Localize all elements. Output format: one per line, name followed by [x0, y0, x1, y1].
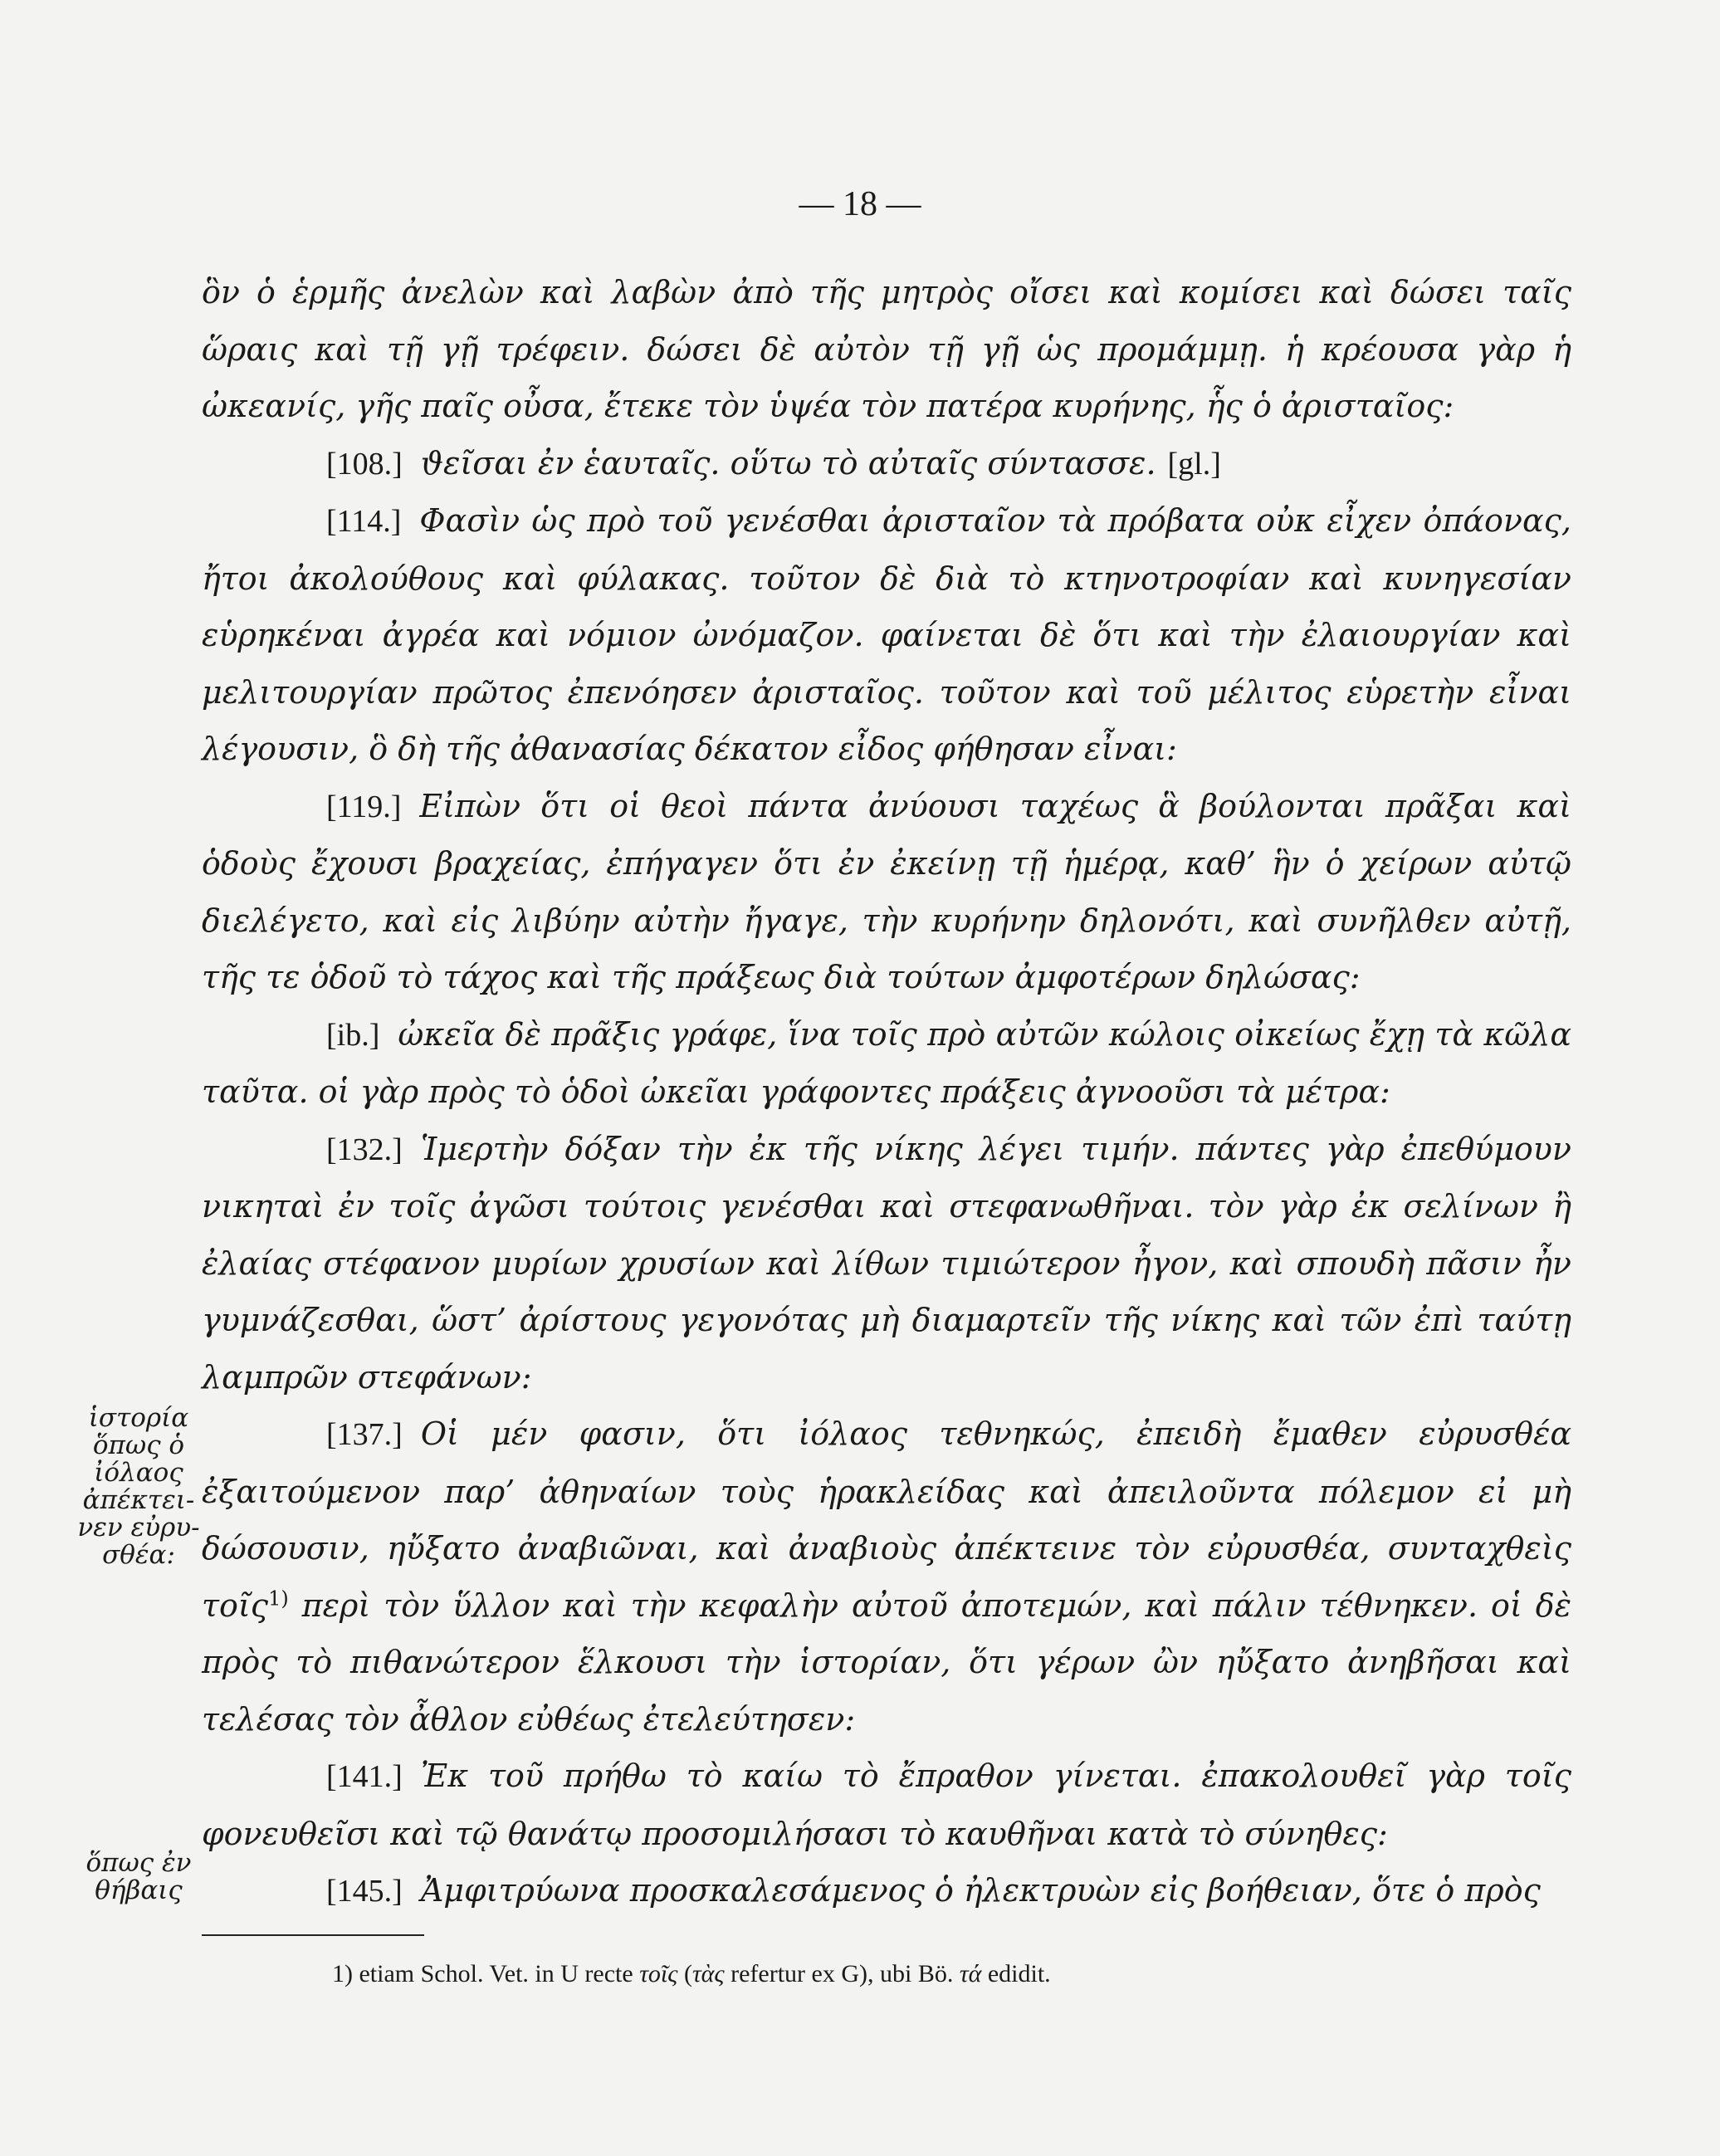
margin-note-line: ὅπως ὁ [92, 1430, 185, 1460]
paragraph-114 [202, 492, 1571, 778]
margin-note-iolaos [76, 1405, 201, 1569]
paragraph-text: ὠκεῖα δὲ πρᾶξις γράφε, ἵνα τοῖς πρὸ αὐτῶν κώλοις οἰκείως ἔχῃ τὰ κῶλα ταῦτα. οἱ γὰρ πρὸς τὸ ὁδοὶ ὠκεῖαι γράφοντες πράξεις ἀγνοοῦσι τὰ μέτρα: [202, 1015, 1571, 1110]
margin-note-line: θήβαις [95, 1875, 183, 1905]
footnote-greek: τὰς [691, 1960, 725, 1987]
paragraph-text: Ἱμερτὴν δόξαν τὴν ἐκ τῆς νίκης λέγει τιμήν. πάντες γὰρ ἐπεθύμουν νικηταὶ ἐν τοῖς ἀγῶσι τούτοις γενέσθαι καὶ στεφανωθῆναι. τὸν γὰρ ἐκ σελίνων ἢ ἐλαίας στέφανον μυρίων χρυσίων καὶ λίθων τιμιώτερον ἦγον, καὶ σπουδὴ πᾶσιν ἦν γυμνάζεσθαι, ὥστ’ ἀρίστους γεγονότας μὴ διαμαρτεῖν τῆς νίκης καὶ τῶν ἐπὶ ταύτῃ λαμπρῶν στεφάνων: [202, 1130, 1571, 1396]
paragraph-ref: [114.] [326, 504, 402, 539]
footnote-text: refertur ex G), ubi Bö. [731, 1960, 954, 1987]
footnote-marker[interactable]: 1) [268, 1586, 289, 1610]
margin-note-line: σθέα: [102, 1540, 175, 1570]
paragraph-text-continued: περὶ τὸν ὕλλον καὶ τὴν κεφαλὴν αὐτοῦ ἀποτεμών, καὶ πάλιν τέθνηκεν. οἱ δὲ πρὸς τὸ πιθανώτερον ἕλκουσι τὴν ἱστορίαν, ὅτι γέρων ὢν ηὔξατο ἀνηβῆσαι καὶ τελέσας τὸν ἆθλον εὐθέως ἐτελεύτησεν: [202, 1586, 1571, 1738]
footnote-text: ( [683, 1960, 692, 1987]
footnote-divider [202, 1934, 424, 1936]
paragraph-119 [202, 778, 1571, 1006]
footnote-greek: τοῖς [639, 1960, 678, 1987]
margin-note-line: ἀπέκτει- [82, 1485, 195, 1515]
paragraph-132 [202, 1121, 1571, 1406]
footnote-text: 1) etiam Schol. Vet. in U recte [332, 1960, 633, 1987]
gloss-marker: [gl.] [1167, 446, 1221, 482]
footnote [332, 1958, 1536, 1991]
paragraph-ref: [108.] [326, 446, 403, 482]
paragraph-137 [202, 1406, 1571, 1748]
paragraph-ref: [141.] [326, 1759, 403, 1794]
paragraph-text: Εἰπὼν ὅτι οἱ θεοὶ πάντα ἀνύουσι ταχέως ἃ βούλονται πρᾶξαι καὶ ὁδοὺς ἔχουσι βραχείας, ἐπήγαγεν ὅτι ἐν ἐκείνῃ τῇ ἡμέρᾳ, καθ’ ἣν ὁ χείρων αὐτῷ διελέγετο, καὶ εἰς λιβύην αὐτὴν ἤγαγε, τὴν κυρήνην δηλονότι, καὶ συνῆλθεν αὐτῇ, τῆς τε ὁδοῦ τὸ τάχος καὶ τῆς πράξεως διὰ τούτων ἀμφοτέρων δηλώσας: [202, 787, 1571, 995]
paragraph-text: Φασὶν ὡς πρὸ τοῦ γενέσθαι ἀρισταῖον τὰ πρόβατα οὐκ εἶχεν ὀπάονας, ἤτοι ἀκολούθους καὶ φύλακας. τοῦτον δὲ διὰ τὸ κτηνοτροφίαν καὶ κυνηγεσίαν εὑρηκέναι ἀγρέα καὶ νόμιον ὠνόμαζον. φαίνεται δὲ ὅτι καὶ τὴν ἐλαιουργίαν καὶ μελιτουργίαν πρῶτος ἐπενόησεν ἀρισταῖος. τοῦτον καὶ τοῦ μέλιτος εὑρετὴν εἶναι λέγουσιν, ὃ δὴ τῆς ἀθανασίας δέκατον εἶδος φήθησαν εἶναι: [202, 502, 1571, 767]
paragraph-ref: [137.] [326, 1417, 403, 1452]
footnote-greek: τά [959, 1960, 982, 1987]
paragraph-text: Ἐκ τοῦ πρήθω τὸ καίω τὸ ἔπραθον γίνεται. ἐπακολουθεῖ γὰρ τοῖς φονευθεῖσι καὶ τῷ θανάτῳ προσομιλήσασι τὸ καυθῆναι κατὰ τὸ σύνηθες: [202, 1758, 1571, 1852]
paragraph-ib [202, 1006, 1571, 1121]
paragraph-ref: [132.] [326, 1132, 403, 1167]
main-text [202, 264, 1571, 1920]
margin-note-line: νεν εὐρυ- [77, 1513, 200, 1542]
margin-note-line: ἰόλαος [94, 1458, 183, 1488]
paragraph-ref: [145.] [326, 1874, 403, 1909]
margin-note-thebes [76, 1850, 201, 1904]
paragraph-text: Ἀμφιτρύωνα προσκαλεσάμενος ὁ ἠλεκτρυὼν εἰς βοήθειαν, ὅτε ὁ πρὸς [420, 1872, 1541, 1909]
paragraph-ref: [ib.] [326, 1017, 380, 1053]
page-number: — 18 — [799, 185, 921, 223]
intro-paragraph: ὃν ὁ ἑρμῆς ἀνελὼν καὶ λαβὼν ἀπὸ τῆς μητρὸς οἴσει καὶ κομίσει καὶ δώσει ταῖς ὥραις καὶ τῇ γῇ τρέφειν. δώσει δὲ αὐτὸν τῇ γῇ ὡς προμάμμῃ. ἡ κρέουσα γὰρ ἡ ὠκεανίς, γῆς παῖς οὖσα, ἔτεκε τὸν ὑψέα τὸν πατέρα κυρήνης, ἧς ὁ ἀρισταῖος: [202, 274, 1571, 424]
paragraph-108 [202, 435, 1571, 493]
paragraph-ref: [119.] [326, 789, 402, 824]
paragraph-text: ϑεῖσαι ἐν ἑαυταῖς. οὕτω τὸ αὐταῖς σύντασσε. [420, 444, 1156, 482]
footnote-text: edidit. [987, 1960, 1051, 1987]
paragraph-141 [202, 1748, 1571, 1862]
paragraph-145 [202, 1862, 1571, 1920]
margin-note-line: ἱστορία [88, 1403, 189, 1433]
margin-note-line: ὅπως ἐν [86, 1848, 192, 1878]
paragraph-text: Οἱ μέν φασιν, ὅτι ἰόλαος τεθνηκώς, ἐπειδὴ ἔμαθεν εὐρυσθέα ἐξαιτούμενον παρ’ ἀθηναίων τοὺς ἡρακλείδας καὶ ἀπειλοῦντα πόλεμον εἰ μὴ δώσουσιν, ηὔξατο ἀναβιῶναι, καὶ ἀναβιοὺς ἀπέκτεινε τὸν εὐρυσθέα, συνταχθεὶς τοῖς [202, 1415, 1571, 1624]
